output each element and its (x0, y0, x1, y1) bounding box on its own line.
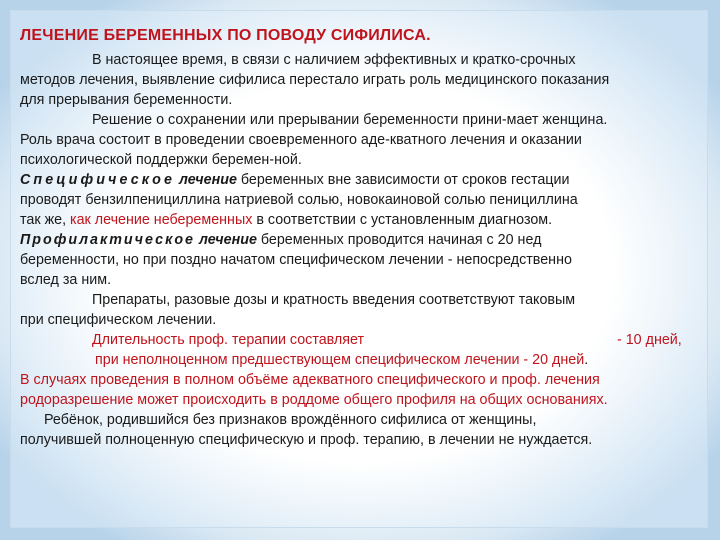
text-line (20, 230, 710, 250)
duration-label: Длительность проф. терапии составляет (92, 332, 365, 348)
duration-value: - 10 дней, (617, 332, 682, 348)
paragraph-decision (20, 110, 710, 170)
term-treatment: лечение (195, 232, 257, 248)
paragraph-intro (20, 50, 710, 110)
text-line: психологической поддержки беремен-ной. (20, 152, 302, 168)
text-line: получившей полноценную специфическую и проф. терапию, в лечении не нуждается. (20, 432, 593, 448)
text-line: В случаях проведения в полном объёме адекватного специфического и проф. лечения (20, 372, 600, 388)
highlight-text: как лечение небеременных (70, 212, 253, 228)
term-preventive: Профилактическое (20, 232, 196, 248)
text-line: Решение о сохранении или прерывании беременности прини-мает женщина. (92, 112, 608, 128)
text-line: Препараты, разовые дозы и кратность введения соответствуют таковым (92, 292, 576, 308)
text-fragment: беременных проводится начиная с 20 нед (256, 232, 542, 248)
text-line (20, 210, 710, 230)
text-line: В настоящее время, в связи с наличием эффективных и кратко-срочных (92, 52, 576, 68)
text-fragment: беременных вне зависимости от сроков гестации (236, 172, 570, 188)
text-fragment: в соответствии с установленным диагнозом. (252, 212, 553, 228)
text-fragment: так же, (20, 212, 71, 228)
text-line: методов лечения, выявление сифилиса перестало играть роль медицинского показания (20, 72, 610, 88)
duration-incomplete: при неполноценном предшествующем специфическом лечении - 20 дней (95, 352, 585, 368)
text-line (20, 350, 710, 370)
paragraph-newborn (20, 410, 710, 450)
paragraph-drugs (20, 290, 710, 330)
text-line: родоразрешение может происходить в роддоме общего профиля на общих основаниях. (20, 392, 608, 408)
document-body (20, 26, 710, 450)
paragraph-duration (20, 330, 710, 370)
text-line: при специфическом лечении. (20, 312, 217, 328)
paragraph-specific-treatment (20, 170, 710, 230)
text-line: для прерывания беременности. (20, 92, 233, 108)
term-treatment: лечение (175, 172, 237, 188)
text-line (20, 170, 710, 190)
text-line (20, 330, 710, 350)
text-line: беременности, но при поздно начатом специфическом лечении - непосредственно (20, 252, 572, 268)
text-line: вслед за ним. (20, 272, 112, 288)
paragraph-delivery (20, 370, 710, 410)
page-title: ЛЕЧЕНИЕ БЕРЕМЕННЫХ ПО ПОВОДУ СИФИЛИСА. (20, 27, 431, 44)
text-line: Ребёнок, родившийся без признаков врождённого сифилиса от женщины, (44, 412, 537, 428)
text-line: Роль врача состоит в проведении своевременного аде-кватного лечения и оказании (20, 132, 582, 148)
paragraph-preventive-treatment (20, 230, 710, 290)
term-specific: Специфическое (20, 172, 176, 188)
text-fragment: . (584, 352, 589, 368)
text-line: проводят бензилпенициллина натриевой солью, новокаиновой солью пенициллина (20, 192, 578, 208)
